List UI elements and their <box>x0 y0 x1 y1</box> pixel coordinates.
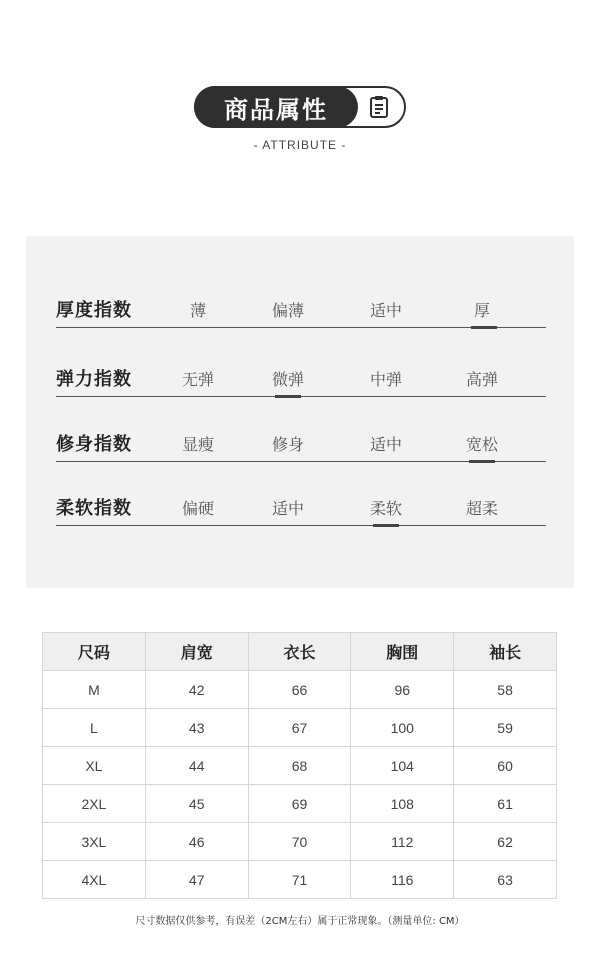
page-subtitle: - ATTRIBUTE - <box>253 138 347 152</box>
table-cell: 46 <box>145 823 248 861</box>
measurement-note: 尺寸数据仅供参考，有误差（2CM左右）属于正常现象。（测量单位: CM） <box>135 916 465 927</box>
attr-option: 厚 <box>473 301 490 320</box>
attr-option: 微弹 <box>271 370 304 389</box>
attr-option: 宽松 <box>465 435 498 454</box>
attr-option: 适中 <box>369 301 402 320</box>
table-row <box>43 747 557 785</box>
attr-option: 修身 <box>271 435 304 454</box>
attr-label: 柔软指数 <box>56 498 132 519</box>
column-header: 胸围 <box>351 633 454 671</box>
title-badge <box>194 86 406 128</box>
table-cell: 116 <box>351 861 454 899</box>
table-cell: 104 <box>351 747 454 785</box>
attr-option: 无弹 <box>181 370 214 389</box>
attr-option: 中弹 <box>369 370 402 389</box>
attribute-panel <box>26 236 574 588</box>
table-cell: 45 <box>145 785 248 823</box>
attr-option: 高弹 <box>465 370 498 389</box>
attr-option: 显瘦 <box>181 435 214 454</box>
table-cell: 59 <box>454 709 557 747</box>
attr-option: 偏薄 <box>271 301 304 320</box>
clipboard-icon <box>366 94 392 120</box>
attr-row-softness <box>56 486 546 526</box>
table-cell: 61 <box>454 785 557 823</box>
table-cell: 3XL <box>43 823 146 861</box>
selected-indicator <box>469 460 495 463</box>
table-cell: 71 <box>248 861 351 899</box>
column-header: 肩宽 <box>145 633 248 671</box>
selected-indicator <box>275 395 301 398</box>
table-cell: 68 <box>248 747 351 785</box>
table-cell: 66 <box>248 671 351 709</box>
table-cell: 4XL <box>43 861 146 899</box>
table-cell: XL <box>43 747 146 785</box>
table-row <box>43 709 557 747</box>
table-cell: L <box>43 709 146 747</box>
table-row <box>43 823 557 861</box>
table-cell: 43 <box>145 709 248 747</box>
attr-option: 柔软 <box>369 499 402 518</box>
selected-indicator <box>471 326 497 329</box>
attr-label: 弹力指数 <box>56 369 132 390</box>
table-cell: 67 <box>248 709 351 747</box>
attr-option: 偏硬 <box>181 499 214 518</box>
attr-row-fit <box>56 422 546 462</box>
table-cell: 96 <box>351 671 454 709</box>
table-cell: M <box>43 671 146 709</box>
attr-label: 厚度指数 <box>56 300 132 321</box>
size-table <box>42 632 557 899</box>
table-cell: 62 <box>454 823 557 861</box>
attr-option: 适中 <box>369 435 402 454</box>
table-row <box>43 861 557 899</box>
selected-indicator <box>373 524 399 527</box>
table-cell: 2XL <box>43 785 146 823</box>
table-cell: 69 <box>248 785 351 823</box>
attr-option: 超柔 <box>465 499 498 518</box>
attr-row-elasticity <box>56 357 546 397</box>
attr-label: 修身指数 <box>56 434 132 455</box>
table-header-row <box>43 633 557 671</box>
table-row <box>43 671 557 709</box>
attr-row-thickness <box>56 288 546 328</box>
page-title: 商品属性 <box>194 86 358 128</box>
column-header: 袖长 <box>454 633 557 671</box>
column-header: 尺码 <box>43 633 146 671</box>
table-cell: 44 <box>145 747 248 785</box>
table-cell: 60 <box>454 747 557 785</box>
column-header: 衣长 <box>248 633 351 671</box>
table-cell: 70 <box>248 823 351 861</box>
table-cell: 108 <box>351 785 454 823</box>
table-row <box>43 785 557 823</box>
table-cell: 42 <box>145 671 248 709</box>
table-cell: 112 <box>351 823 454 861</box>
table-cell: 47 <box>145 861 248 899</box>
table-cell: 100 <box>351 709 454 747</box>
table-cell: 63 <box>454 861 557 899</box>
attr-option: 薄 <box>189 301 206 320</box>
table-cell: 58 <box>454 671 557 709</box>
attr-option: 适中 <box>271 499 304 518</box>
